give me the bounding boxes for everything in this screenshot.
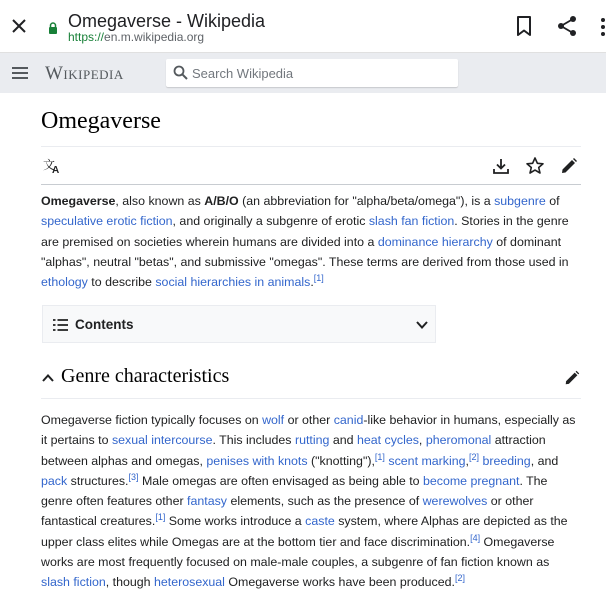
more-vert-icon[interactable]: [596, 16, 606, 38]
reference-link[interactable]: [3]: [128, 471, 139, 482]
search-box[interactable]: [166, 59, 458, 87]
article-link[interactable]: dominance hierarchy: [377, 234, 493, 249]
url-scheme: https://: [68, 30, 105, 44]
reference-link[interactable]: [4]: [470, 532, 481, 543]
download-icon[interactable]: [491, 156, 511, 176]
edit-pencil-icon[interactable]: [559, 156, 579, 176]
reference-link[interactable]: [2]: [454, 573, 465, 584]
browser-page-title: Omegaverse - Wikipedia: [68, 11, 266, 31]
svg-text:文: 文: [43, 158, 56, 172]
edit-section-icon[interactable]: [563, 369, 581, 387]
article-link[interactable]: pheromonal: [425, 433, 492, 448]
divider: [41, 146, 581, 147]
article-link[interactable]: social hierarchies in animals: [155, 275, 311, 290]
bold-term: A/B/O: [204, 194, 239, 208]
article-link[interactable]: heterosexual: [153, 575, 225, 590]
article-link[interactable]: speculative erotic fiction: [41, 214, 173, 229]
wiki-header: [0, 53, 606, 93]
page-title: Omegaverse: [41, 108, 161, 134]
chevron-up-icon[interactable]: [41, 372, 55, 384]
reference-sup[interactable]: [314, 273, 324, 283]
article-link[interactable]: penises with knots: [206, 453, 308, 468]
article-link[interactable]: pack: [41, 473, 68, 488]
bookmark-icon[interactable]: [512, 14, 536, 38]
divider: [41, 398, 581, 399]
article-link[interactable]: subgenre: [494, 194, 546, 208]
watch-star-icon[interactable]: [525, 156, 545, 176]
reference-sup[interactable]: [155, 512, 165, 522]
reference-sup[interactable]: [375, 451, 385, 461]
section-heading[interactable]: [41, 365, 581, 393]
article-link[interactable]: canid: [333, 413, 364, 427]
chevron-down-icon: [415, 319, 429, 331]
close-icon[interactable]: [9, 16, 29, 36]
lock-icon: [48, 22, 58, 34]
reference-sup[interactable]: [469, 451, 479, 461]
article-link[interactable]: breeding: [482, 453, 531, 468]
reference-sup[interactable]: [128, 472, 138, 482]
article-link[interactable]: fantasy: [187, 494, 227, 509]
search-input[interactable]: [192, 59, 452, 87]
section-paragraph: Omegaverse fiction typically focuses on wolf or other canid-like behavior in humans, especially as it pertains to sexual intercourse. This includes rutting and heat cycles, pheromonal attraction between alphas and omegas, penises with knots ("knotting"),[1] scent marking,[2] breeding, and pack structures.[3] Male omegas are often envisaged as being able to become pregnant. The genre often features other fantasy elements, such as the presence of werewolves or other fantastical creatures.[1] Some works introduce a caste system, where Alphas are depicted as the upper class elites while Omegas are at the bottom tier and face discrimination.[4] Omegaverse works are most frequently focused on male-male couples, a subgenre of fan fiction known as slash fiction, though heterosexual Omegaverse works have been produced.[2]: [41, 413, 576, 590]
section-title: Genre characteristics: [61, 365, 230, 387]
article-link[interactable]: slash fan fiction: [368, 214, 455, 229]
wikipedia-wordmark[interactable]: Wikipedia: [45, 63, 124, 84]
article-link[interactable]: caste: [305, 514, 335, 529]
browser-url[interactable]: [68, 30, 204, 44]
reference-link[interactable]: [1]: [313, 273, 324, 284]
article-link[interactable]: sexual intercourse: [111, 433, 213, 448]
browser-toolbar: [0, 0, 606, 53]
article-link[interactable]: werewolves: [422, 494, 488, 509]
reference-link[interactable]: [1]: [155, 512, 166, 523]
search-icon: [173, 65, 188, 80]
article-link[interactable]: rutting: [294, 433, 330, 448]
contents-toggle[interactable]: [42, 305, 436, 343]
reference-link[interactable]: [1]: [374, 451, 385, 462]
contents-label: Contents: [75, 317, 134, 332]
list-icon: [53, 318, 68, 332]
reference-sup[interactable]: [470, 533, 480, 543]
article-link[interactable]: heat cycles: [356, 433, 419, 448]
lead-paragraph: Omegaverse, also known as A/B/O (an abbreviation for "alpha/beta/omega"), is a subgenre of speculative erotic fiction, and originally a subgenre of erotic slash fan fiction. Stories in the genre are premised on societies wherein humans are divided into a dominance hierarchy of dominant "alphas", neutral "betas", and submissive "omegas". These terms are derived from those used in ethology to describe social hierarchies in animals.[1]: [41, 194, 569, 290]
bold-term: Omegaverse: [41, 194, 116, 208]
article-link[interactable]: become pregnant: [422, 473, 520, 488]
reference-sup[interactable]: [455, 573, 465, 583]
url-host: en.m.wikipedia.org: [104, 30, 205, 44]
article-link[interactable]: scent marking: [388, 453, 466, 468]
article-link[interactable]: ethology: [41, 275, 88, 290]
divider: [41, 184, 581, 185]
menu-icon[interactable]: [10, 63, 30, 83]
share-icon[interactable]: [555, 14, 579, 38]
language-icon[interactable]: [42, 156, 62, 176]
article-link[interactable]: slash fiction: [41, 575, 106, 590]
svg-text:A: A: [52, 165, 60, 176]
article-link[interactable]: wolf: [262, 413, 285, 427]
reference-link[interactable]: [2]: [468, 451, 479, 462]
